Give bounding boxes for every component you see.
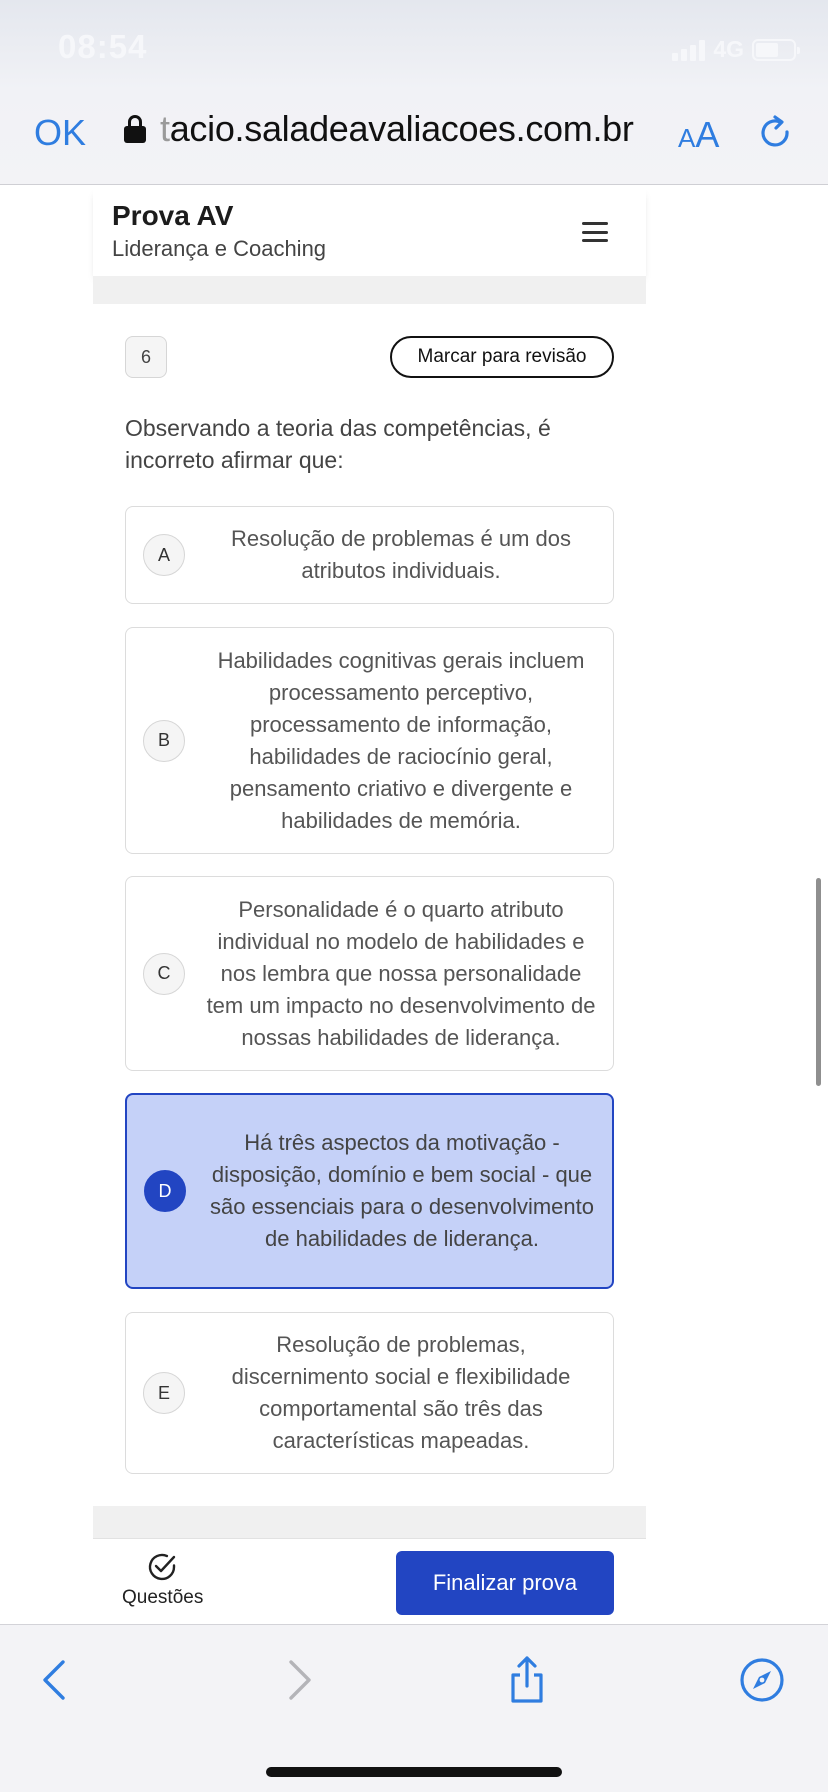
url-text: tacio.saladeavaliacoes.com.br — [160, 108, 634, 149]
reload-icon[interactable] — [756, 114, 796, 154]
signal-icon — [672, 39, 705, 61]
network-type: 4G — [713, 36, 744, 62]
done-button[interactable]: OK — [34, 112, 87, 153]
question-text: Observando a teoria das competências, é incorreto afirmar que: — [125, 415, 551, 473]
browser-top-bar — [0, 0, 828, 185]
exam-header — [93, 186, 646, 276]
compass-icon[interactable] — [737, 1655, 787, 1705]
option-b[interactable] — [125, 627, 614, 854]
status-indicators — [672, 36, 796, 63]
option-text: Personalidade é o quarto atributo individual no modelo de habilidades e nos lembra que nossa personalidade tem um impacto no desenvolvimento de nossas habilidades de liderança. — [206, 896, 596, 1050]
text-size-button[interactable]: AA — [678, 114, 720, 155]
home-indicator[interactable] — [266, 1767, 562, 1777]
option-a[interactable] — [125, 506, 614, 604]
check-circle-icon — [146, 1551, 178, 1583]
menu-icon[interactable] — [582, 222, 608, 242]
address-bar[interactable] — [124, 108, 634, 150]
option-letter: E — [143, 1372, 185, 1414]
forward-icon[interactable] — [272, 1655, 322, 1705]
option-c[interactable] — [125, 876, 614, 1071]
finish-exam-button[interactable]: Finalizar prova — [396, 1551, 614, 1615]
exam-footer — [93, 1538, 646, 1624]
browser-toolbar — [0, 1624, 828, 1792]
option-letter: C — [143, 953, 185, 995]
lock-icon — [124, 115, 146, 143]
questions-button[interactable] — [122, 1551, 202, 1609]
header-divider — [93, 276, 646, 304]
option-text: Há três aspectos da motivação - disposição, domínio e bem social - que são essenciais para o desenvolvimento de habilidades de liderança. — [209, 1130, 594, 1251]
footer-divider — [93, 1506, 646, 1538]
scrollbar[interactable] — [816, 878, 821, 1086]
option-letter: D — [144, 1170, 186, 1212]
option-letter: B — [143, 720, 185, 762]
page-title: Prova AV — [112, 200, 234, 231]
back-icon[interactable] — [32, 1655, 82, 1705]
mark-review-button[interactable]: Marcar para revisão — [390, 336, 614, 378]
questions-label: Questões — [122, 1587, 204, 1608]
option-text: Resolução de problemas é um dos atributos individuais. — [231, 526, 571, 583]
question-number: 6 — [125, 336, 167, 378]
option-text: Habilidades cognitivas gerais incluem processamento perceptivo, processamento de informação, habilidades de raciocínio geral, pensamento criativo e divergente e habilidades de memória. — [217, 647, 585, 833]
option-d[interactable] — [125, 1093, 614, 1289]
option-letter: A — [143, 534, 185, 576]
status-time: 08:54 — [58, 28, 148, 65]
course-name: Liderança e Coaching — [112, 236, 327, 261]
option-text: Resolução de problemas, discernimento social e flexibilidade comportamental são três das características mapeadas. — [231, 1332, 571, 1453]
share-icon[interactable] — [502, 1655, 552, 1705]
option-e[interactable] — [125, 1312, 614, 1474]
battery-icon — [752, 39, 796, 61]
